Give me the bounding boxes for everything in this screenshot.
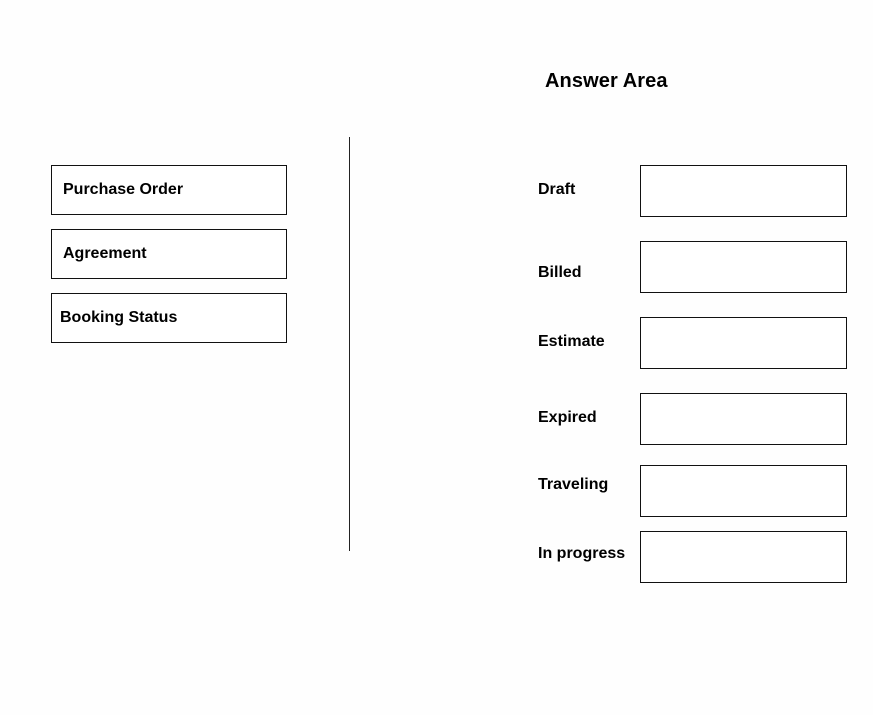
source-item-purchase-order[interactable] bbox=[51, 165, 287, 215]
drop-target-in-progress[interactable] bbox=[640, 531, 847, 583]
status-label-estimate: Estimate bbox=[538, 333, 605, 350]
drop-target-estimate[interactable] bbox=[640, 317, 847, 369]
status-label-in-progress: In progress bbox=[538, 545, 626, 562]
column-divider bbox=[349, 137, 350, 551]
status-label-traveling: Traveling bbox=[538, 476, 609, 493]
source-item-booking-status[interactable] bbox=[51, 293, 287, 343]
source-item-agreement[interactable] bbox=[51, 229, 287, 279]
status-label-billed: Billed bbox=[538, 264, 582, 281]
drop-target-traveling[interactable] bbox=[640, 465, 847, 517]
source-item-label: Purchase Order bbox=[63, 181, 184, 198]
drop-target-expired[interactable] bbox=[640, 393, 847, 445]
status-label-expired: Expired bbox=[538, 409, 597, 426]
answer-area-title: Answer Area bbox=[545, 70, 668, 92]
status-label-draft: Draft bbox=[538, 181, 576, 198]
source-item-label: Booking Status bbox=[60, 309, 178, 326]
drop-target-billed[interactable] bbox=[640, 241, 847, 293]
source-item-label: Agreement bbox=[63, 245, 147, 262]
drop-target-draft[interactable] bbox=[640, 165, 847, 217]
